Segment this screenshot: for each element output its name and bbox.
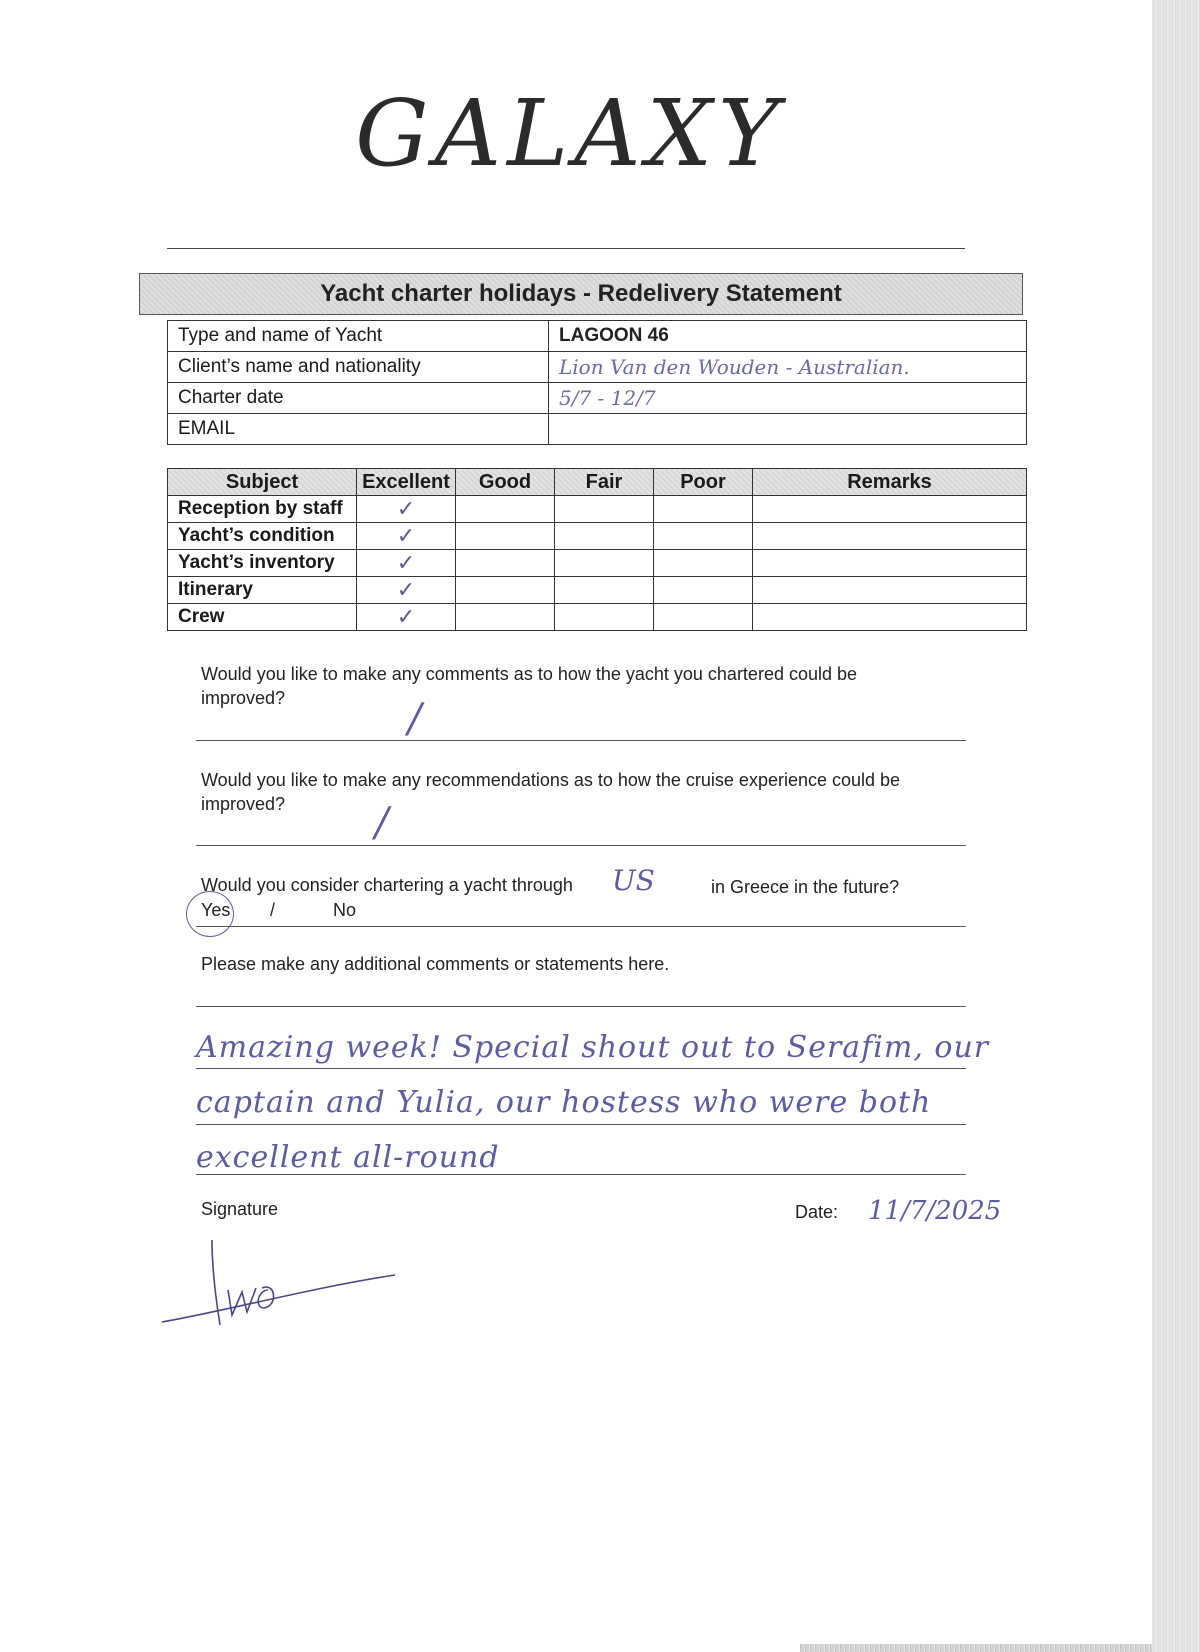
- rating-subject: Crew: [168, 604, 357, 631]
- col-poor: Poor: [654, 469, 753, 496]
- handwritten-signature: [150, 1230, 410, 1350]
- info-row: [168, 352, 1027, 383]
- info-label: EMAIL: [168, 414, 549, 445]
- signature-label: Signature: [201, 1199, 279, 1219]
- question1-line2: improved?: [201, 688, 286, 708]
- col-excellent: Excellent: [357, 469, 456, 496]
- comment-line: [196, 1174, 966, 1175]
- info-label: Type and name of Yacht: [168, 321, 549, 352]
- rating-subject: Yacht’s condition: [168, 523, 357, 550]
- question2-line2: improved?: [201, 794, 286, 814]
- rating-excellent-check: ✓: [357, 550, 456, 577]
- scan-bottom-strip: [800, 1644, 1152, 1652]
- rating-subject: Yacht’s inventory: [168, 550, 357, 577]
- question3-no: No: [333, 900, 357, 920]
- info-value: Lion Van den Wouden - Australian.: [549, 352, 1027, 383]
- comment-line: [196, 1068, 966, 1069]
- question3-handwritten: US: [612, 864, 655, 897]
- answer-line: [196, 926, 966, 927]
- rating-row: [168, 550, 1027, 577]
- rating-row: [168, 577, 1027, 604]
- question2-text: [201, 768, 900, 816]
- date-label: Date:: [795, 1202, 839, 1222]
- col-subject: Subject: [168, 469, 357, 496]
- rating-excellent-check: ✓: [357, 523, 456, 550]
- info-row: [168, 321, 1027, 352]
- info-label: Client’s name and nationality: [168, 352, 549, 383]
- info-row: [168, 414, 1027, 445]
- rating-row: [168, 604, 1027, 631]
- comment-line-1: Amazing week! Special shout out to Serafim, our: [196, 1030, 990, 1065]
- col-fair: Fair: [555, 469, 654, 496]
- question3-after: in Greece in the future?: [711, 877, 900, 897]
- answer-line: [196, 845, 966, 846]
- question3-before: Would you consider chartering a yacht through: [201, 875, 573, 895]
- rating-excellent-check: ✓: [357, 604, 456, 631]
- info-value: LAGOON 46: [549, 321, 1027, 352]
- yacht-info-table: [167, 320, 1027, 445]
- rating-excellent-check: ✓: [357, 496, 456, 523]
- rating-table: [167, 468, 1027, 631]
- date-value: 11/7/2025: [868, 1196, 1002, 1226]
- comment-line: [196, 1006, 966, 1007]
- form-title: Yacht charter holidays - Redelivery Statement: [320, 280, 842, 307]
- comment-line-2: captain and Yulia, our hostess who were both: [196, 1085, 932, 1120]
- question3-yes: Yes: [201, 900, 231, 920]
- question1-line1: Would you like to make any comments as to how the yacht you chartered could be: [201, 664, 858, 684]
- info-row: [168, 383, 1027, 414]
- galaxy-logo: GALAXY: [355, 80, 785, 187]
- rating-subject: Itinerary: [168, 577, 357, 604]
- comment-line-3: excellent all-round: [196, 1140, 500, 1175]
- rating-excellent-check: ✓: [357, 577, 456, 604]
- answer-line: [196, 740, 966, 741]
- yes-selection-circle: [186, 891, 234, 937]
- rating-row: [168, 523, 1027, 550]
- col-good: Good: [456, 469, 555, 496]
- rating-header-row: [168, 469, 1027, 496]
- info-label: Charter date: [168, 383, 549, 414]
- question1-text: [201, 662, 857, 710]
- additional-prompt: Please make any additional comments or statements here.: [201, 954, 670, 974]
- rating-subject: Reception by staff: [168, 496, 357, 523]
- question2-answer: /: [375, 800, 389, 846]
- question3-slash: /: [270, 900, 276, 920]
- header-divider: [167, 248, 965, 249]
- info-value: [549, 414, 1027, 445]
- rating-row: [168, 496, 1027, 523]
- question2-line1: Would you like to make any recommendations as to how the cruise experience could be: [201, 770, 901, 790]
- comment-line: [196, 1124, 966, 1125]
- scan-edge: [1152, 0, 1200, 1652]
- question1-answer: /: [408, 696, 422, 742]
- form-title-bar: [139, 273, 1023, 315]
- col-remarks: Remarks: [753, 469, 1027, 496]
- info-value: 5/7 - 12/7: [549, 383, 1027, 414]
